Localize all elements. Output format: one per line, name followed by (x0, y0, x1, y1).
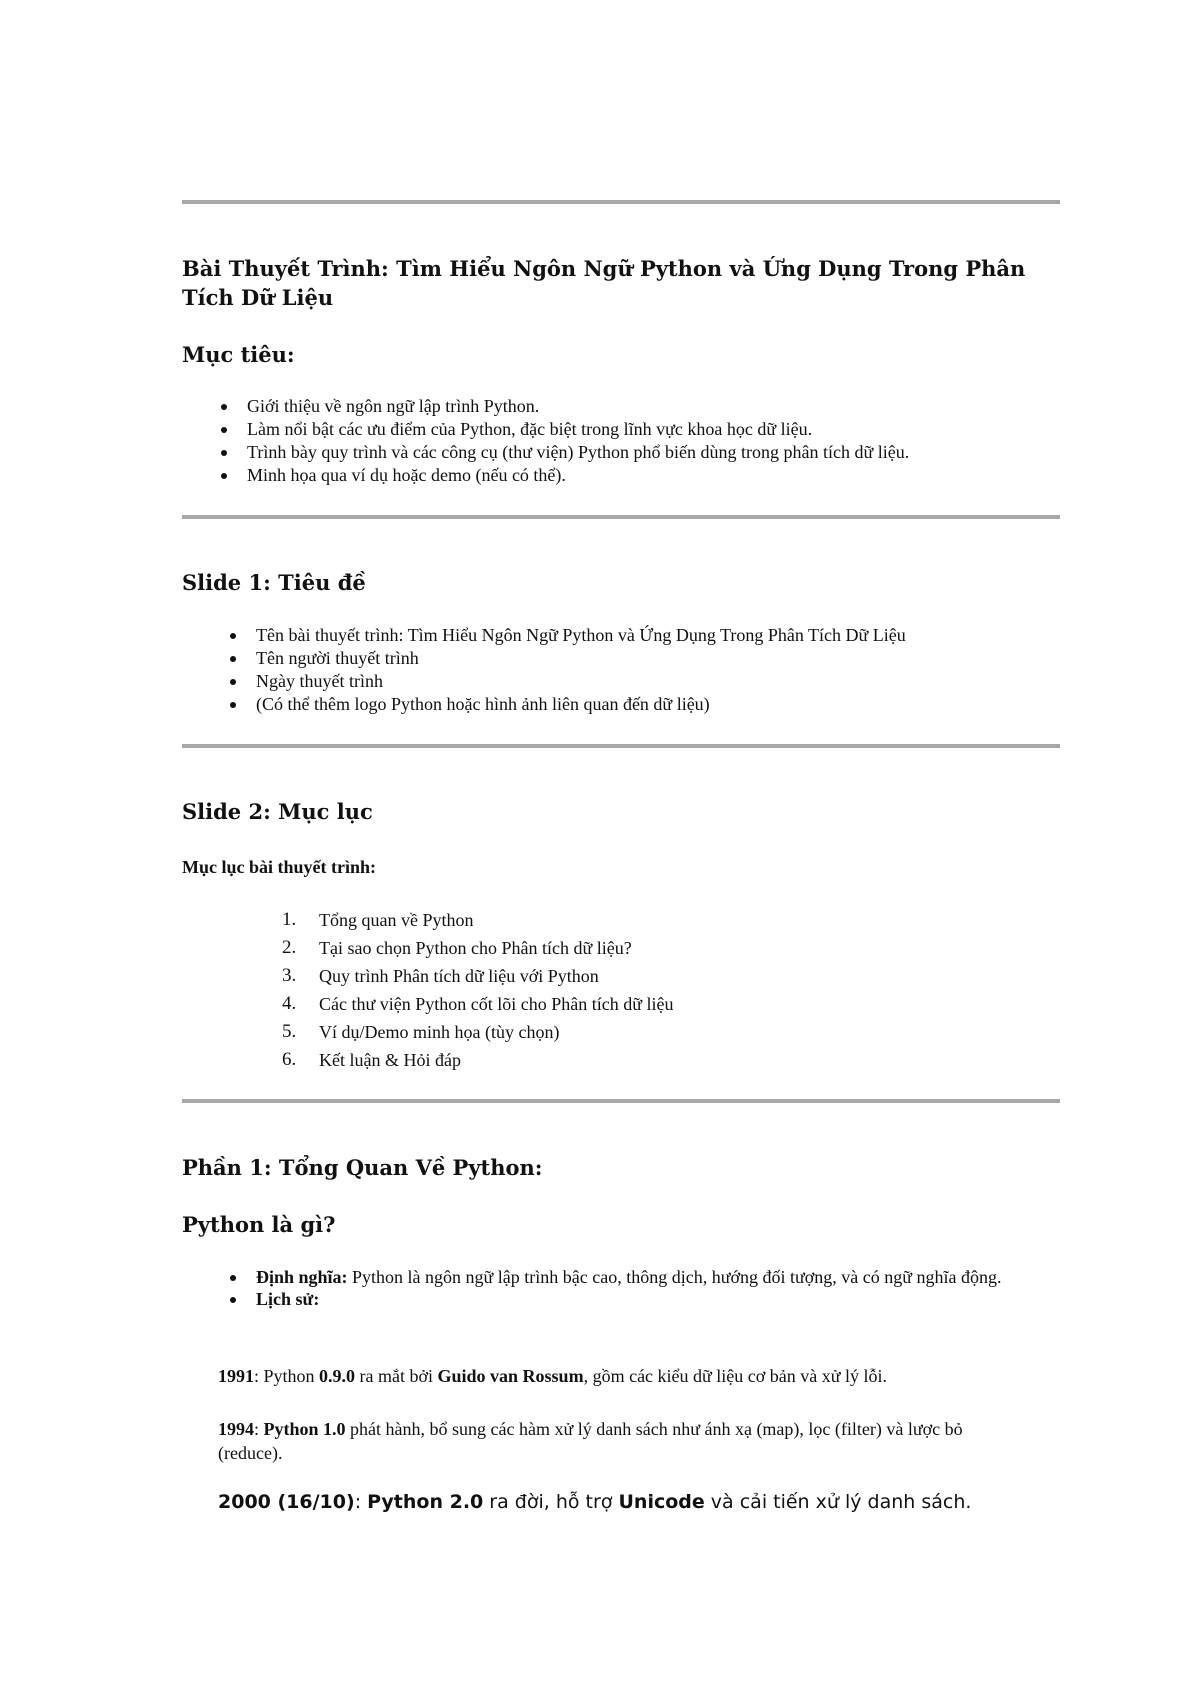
objectives-list (247, 395, 909, 487)
list-item: Ngày thuyết trình (256, 670, 906, 693)
list-item: 3. Quy trình Phân tích dữ liệu với Python (282, 965, 599, 986)
toc-list (282, 906, 673, 1074)
slide2-heading: Slide 2: Mục lục (182, 799, 373, 824)
part1-list (256, 1266, 1016, 1310)
bullet-icon (230, 1297, 236, 1303)
list-item: 1. Tổng quan về Python (282, 909, 474, 930)
bullet-icon (221, 404, 227, 410)
list-item: Lịch sử: (256, 1288, 1016, 1310)
list-item: Minh họa qua ví dụ hoặc demo (nếu có thể). (247, 464, 909, 487)
horizontal-rule (182, 744, 1060, 748)
document-title: Bài Thuyết Trình: Tìm Hiểu Ngôn Ngữ Python và Ứng Dụng Trong Phân Tích Dữ Liệu (182, 256, 1026, 310)
list-item: 6. Kết luận & Hỏi đáp (282, 1049, 461, 1070)
bullet-icon (230, 656, 236, 662)
list-item: (Có thể thêm logo Python hoặc hình ảnh liên quan đến dữ liệu) (256, 693, 906, 716)
list-item: 4. Các thư viện Python cốt lõi cho Phân tích dữ liệu (282, 993, 674, 1014)
list-item: Tên người thuyết trình (256, 647, 906, 670)
bullet-icon (221, 450, 227, 456)
slide1-heading: Slide 1: Tiêu đề (182, 570, 366, 595)
bullet-icon (230, 1275, 236, 1281)
list-item: 5. Ví dụ/Demo minh họa (tùy chọn) (282, 1021, 560, 1042)
list-item: Làm nổi bật các ưu điểm của Python, đặc biệt trong lĩnh vực khoa học dữ liệu. (247, 418, 909, 441)
horizontal-rule (182, 515, 1060, 519)
horizontal-rule (182, 1099, 1060, 1103)
list-item: 2. Tại sao chọn Python cho Phân tích dữ liệu? (282, 937, 632, 958)
list-item: Định nghĩa: Python là ngôn ngữ lập trình bậc cao, thông dịch, hướng đối tượng, và có ngữ nghĩa động. (256, 1266, 1016, 1288)
list-item: Giới thiệu về ngôn ngữ lập trình Python. (247, 395, 909, 418)
slide1-list (256, 624, 906, 716)
history-1994: 1994: Python 1.0 phát hành, bổ sung các hàm xử lý danh sách như ánh xạ (map), lọc (filter) và lược bỏ (reduce). (218, 1419, 963, 1463)
bullet-icon (221, 427, 227, 433)
bullet-icon (221, 473, 227, 479)
part1-heading: Phần 1: Tổng Quan Về Python: (182, 1155, 543, 1180)
part1-subheading: Python là gì? (182, 1212, 336, 1237)
objectives-heading: Mục tiêu: (182, 342, 295, 367)
list-item: Trình bày quy trình và các công cụ (thư viện) Python phổ biến dùng trong phân tích dữ liệu. (247, 441, 909, 464)
bullet-icon (230, 679, 236, 685)
bullet-icon (230, 702, 236, 708)
toc-subheading: Mục lục bài thuyết trình: (182, 857, 377, 877)
history-2000: 2000 (16/10): Python 2.0 ra đời, hỗ trợ Unicode và cải tiến xử lý danh sách. (218, 1491, 972, 1513)
bullet-icon (230, 633, 236, 639)
list-item: Tên bài thuyết trình: Tìm Hiểu Ngôn Ngữ Python và Ứng Dụng Trong Phân Tích Dữ Liệu (256, 624, 906, 647)
history-1991: 1991: Python 0.9.0 ra mắt bởi Guido van Rossum, gồm các kiểu dữ liệu cơ bản và xử lý lỗi. (218, 1366, 888, 1386)
horizontal-rule (182, 200, 1060, 204)
